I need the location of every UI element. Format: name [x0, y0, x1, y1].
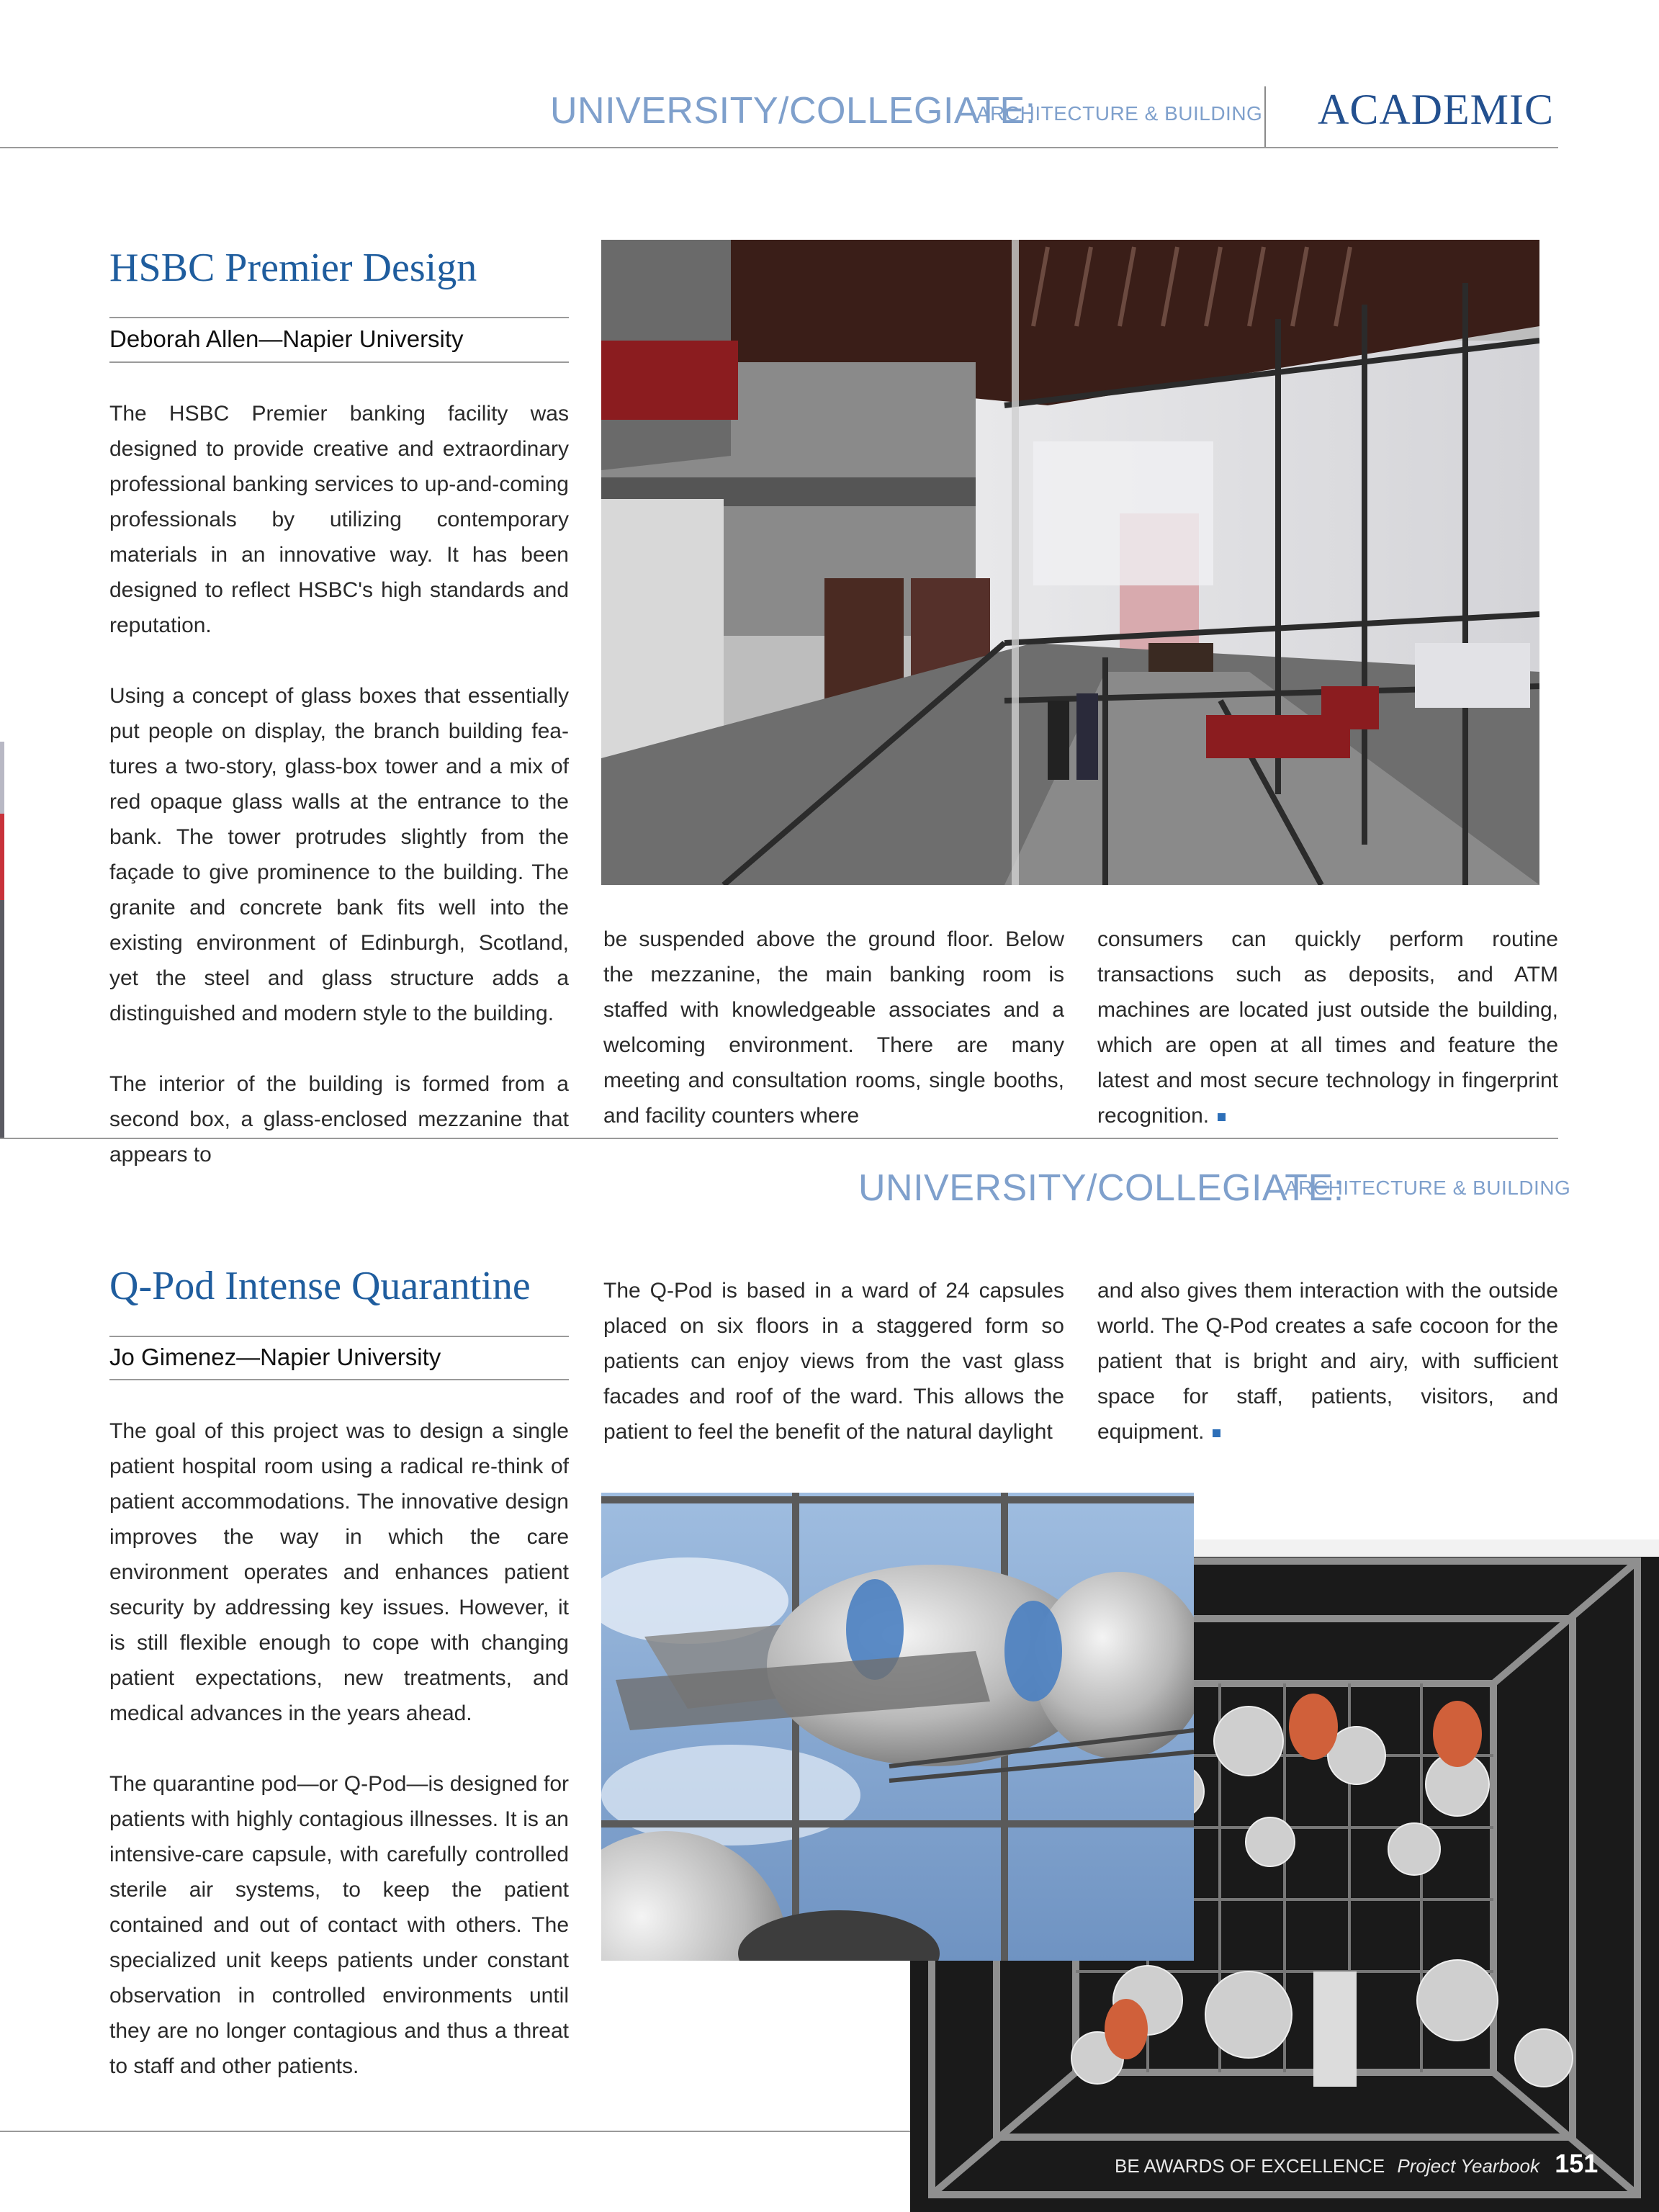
article2-column-2: The Q-Pod is based in a ward of 24 capsules placed on six floors in a staggered form so patients can enjoy views from the vast glass facades and roof of the ward. This allows the patient to feel the benefit of the natural daylight — [603, 1279, 1064, 1444]
article1-end-mark — [1218, 1113, 1226, 1121]
article2-byline: Jo Gimenez—Napier University — [109, 1344, 441, 1370]
article1-column-3-text: consumers can quickly perform routine transactions such as deposits, and ATM machines are located just outside the building, which are open at all times and feature the latest and most secure technology in fingerprint recognition. — [1097, 927, 1558, 1128]
hsbc-interior-image — [601, 240, 1539, 885]
article2-end-mark — [1213, 1429, 1220, 1437]
article1-paragraph-1: The HSBC Premier banking facility was designed to provide creative and extraordinary professional banking services to up-and-coming professionals by utilizing contemporary materials in an innovative way. It has been designed to reflect HSBC's high standards and reputation. — [109, 402, 569, 637]
section-rule — [0, 1138, 1558, 1139]
article1-title: HSBC Premier Design — [109, 246, 477, 290]
article1-paragraph-3: The interior of the building is formed from a second box, a glass-enclosed mezzanine that appears to — [109, 1072, 569, 1166]
article1-byline-rule — [109, 361, 569, 363]
article2-paragraph-1: The goal of this project was to design a single patient hospital room using a radical re-think of patient accommodations. The innovative design improves the way in which the care environment operates and enhances patient security by addressing key issues. However, it is still flexible enough to cope with changing patient expectations, new treatments, and medical advances in the years ahead. — [109, 1419, 569, 1725]
page-number: 151 — [1555, 2149, 1599, 2178]
article1-column-3 — [1097, 922, 1558, 1133]
header-section: UNIVERSITY/COLLEGIATE: — [550, 90, 1036, 132]
left-edge-strip-2 — [0, 814, 4, 900]
footer-rule — [0, 2131, 910, 2132]
article1-paragraph-2: Using a concept of glass boxes that essentially put people on display, the branch building features a two-story, glass-box tower and a mix of red opaque glass walls at the entrance to the bank. The tower protrudes slightly from the façade to give prominence to the building. The granite and concrete bank fits well into the existing environment of Edinburgh, Scotland, yet the steel and glass structure adds a distinguished and modern style to the building. — [109, 684, 569, 1025]
article2-column-1 — [109, 1413, 569, 2084]
article2-title: Q-Pod Intense Quarantine — [109, 1264, 531, 1308]
article1-byline: Deborah Allen—Napier University — [109, 325, 464, 352]
article2-paragraph-2: The quarantine pod—or Q-Pod—is designed for patients with highly contagious illnesses. It is an intensive-care capsule, with carefully controlled sterile air systems, to keep the patient contained and out of contact with others. The specialized unit keeps patients under constant observation in controlled environments until they are no longer contagious and thus a threat to staff and other patients. — [109, 1772, 569, 2078]
header-category: ARCHITECTURE & BUILDING — [976, 102, 1263, 125]
footer-subtitle: Project Yearbook — [1397, 2155, 1539, 2177]
header-divider — [1264, 86, 1266, 148]
section-break-section: UNIVERSITY/COLLEGIATE: — [858, 1167, 1344, 1209]
article1-title-rule — [109, 317, 569, 318]
article2-title-rule — [109, 1336, 569, 1337]
article1-column-1 — [109, 396, 569, 1172]
footer-publication: BE AWARDS OF EXCELLENCE — [1115, 2155, 1385, 2177]
left-edge-strip-3 — [0, 900, 4, 1138]
article2-byline-rule — [109, 1379, 569, 1380]
section-break-category: ARCHITECTURE & BUILDING — [1285, 1177, 1571, 1199]
footer — [1115, 2149, 1598, 2179]
header-tag: ACADEMIC — [1318, 86, 1555, 133]
qpod-capsule-image — [601, 1493, 1194, 1961]
article2-column-3 — [1097, 1273, 1558, 1449]
left-edge-strip-1 — [0, 742, 4, 814]
header-rule — [0, 147, 1558, 148]
article2-column-3-text: and also gives them interaction with the outside world. The Q-Pod creates a safe cocoon for the patient that is bright and airy, with sufficient space for staff, patients, visitors, and equipment. — [1097, 1279, 1558, 1444]
article1-column-2: be suspended above the ground floor. Below the mezzanine, the main banking room is staffed with knowledgeable associates and a welcoming environment. There are many meeting and consultation rooms, single booths, and facility counters where — [603, 927, 1064, 1128]
